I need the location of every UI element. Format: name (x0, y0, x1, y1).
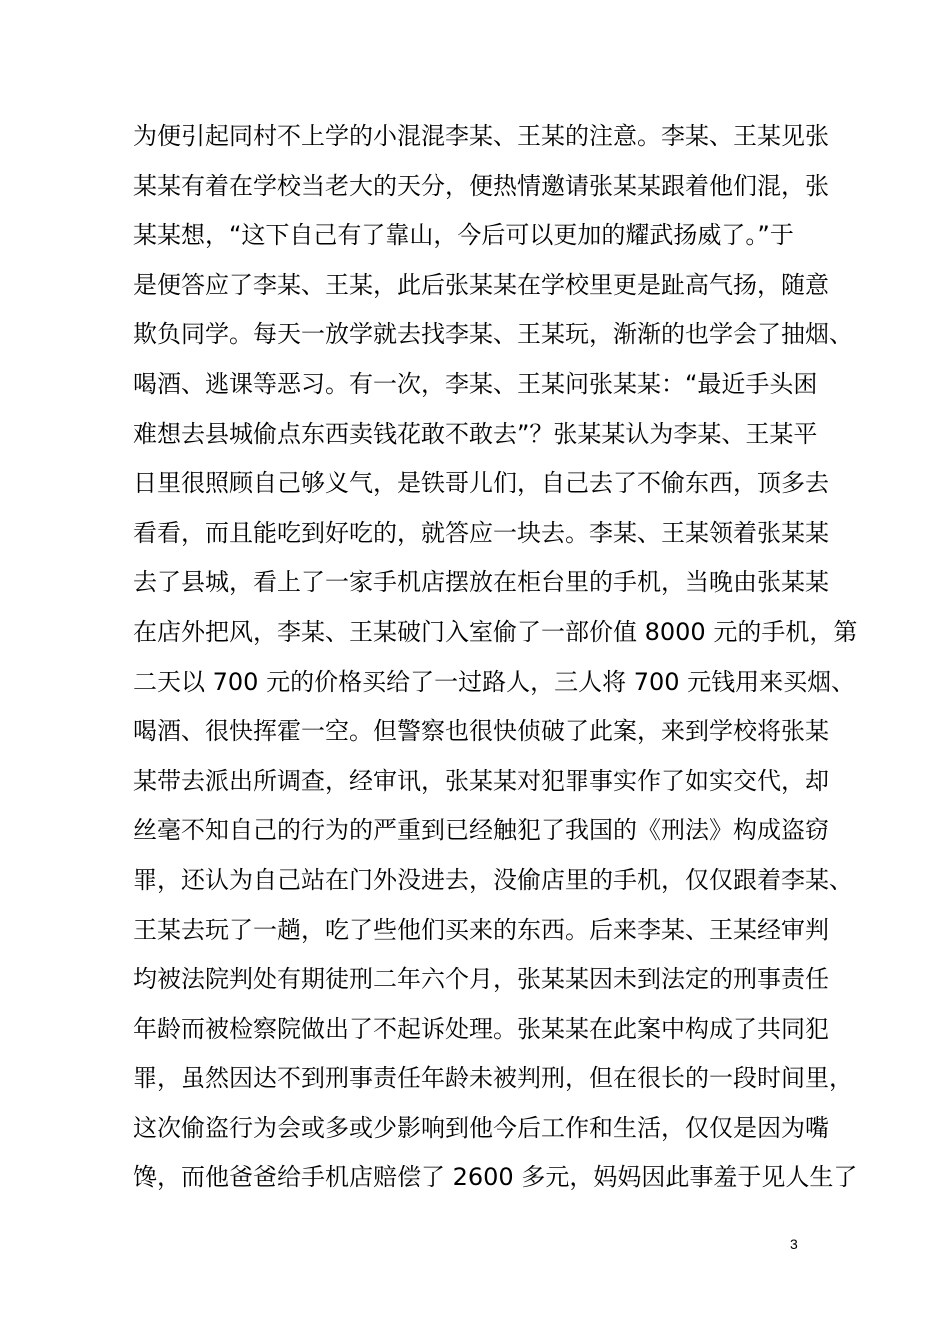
text-line: 某带去派出所调查，经审讯，张某某对犯罪事实作了如实交代，却 (133, 766, 829, 795)
text-line: 日里很照顾自己够义气，是铁哥儿们，自己去了不偷东西，顶多去 (133, 469, 829, 498)
page-number: 3 (790, 1236, 798, 1252)
text-line: 二天以 700 元的价格买给了一过路人，三人将 700 元钱用来买烟、 (133, 667, 856, 696)
text-line: 某某有着在学校当老大的天分，便热情邀请张某某跟着他们混，张 (133, 171, 829, 200)
text-line: 难想去县城偷点东西卖钱花敢不敢去”？张某某认为李某、王某平 (133, 419, 818, 448)
text-line: 看看，而且能吃到好吃的，就答应一块去。李某、王某领着张某某 (133, 518, 829, 547)
text-line: 为便引起同村不上学的小混混李某、王某的注意。李某、王某见张 (133, 122, 829, 150)
text-line: 丝毫不知自己的行为的严重到已经触犯了我国的《刑法》构成盗窃 (133, 816, 829, 845)
text-line: 年龄而被检察院做出了不起诉处理。张某某在此案中构成了共同犯 (133, 1014, 829, 1043)
text-line: 罪，还认为自己站在门外没进去，没偷店里的手机，仅仅跟着李某、 (133, 865, 853, 894)
text-line: 去了县城，看上了一家手机店摆放在柜台里的手机，当晚由张某某 (133, 568, 829, 597)
text-line: 这次偷盗行为会或多或少影响到他今后工作和生活，仅仅是因为嘴 (133, 1113, 829, 1142)
text-line: 均被法院判处有期徒刑二年六个月，张某某因未到法定的刑事责任 (133, 965, 829, 994)
text-line: 罪，虽然因达不到刑事责任年龄未被判刑，但在很长的一段时间里， (133, 1064, 853, 1093)
text-line: 某某想，“这下自己有了靠山，今后可以更加的耀武扬威了。”于 (133, 221, 794, 250)
text-line: 喝酒、逃课等恶习。有一次，李某、王某问张某某：“最近手头困 (133, 369, 818, 398)
text-line: 喝酒、很快挥霍一空。但警察也很快侦破了此案，来到学校将张某 (133, 717, 829, 746)
body-text (133, 112, 858, 1203)
text-line: 欺负同学。每天一放学就去找李某、王某玩，渐渐的也学会了抽烟、 (133, 320, 853, 349)
text-line: 是便答应了李某、王某，此后张某某在学校里更是趾高气扬，随意 (133, 270, 829, 299)
text-line: 王某去玩了一趟，吃了些他们买来的东西。后来李某、王某经审判 (133, 915, 829, 944)
text-line: 在店外把风，李某、王某破门入室偷了一部价值 8000 元的手机，第 (133, 617, 858, 646)
text-line: 馋，而他爸爸给手机店赔偿了 2600 多元，妈妈因此事羞于见人生了 (133, 1163, 858, 1192)
